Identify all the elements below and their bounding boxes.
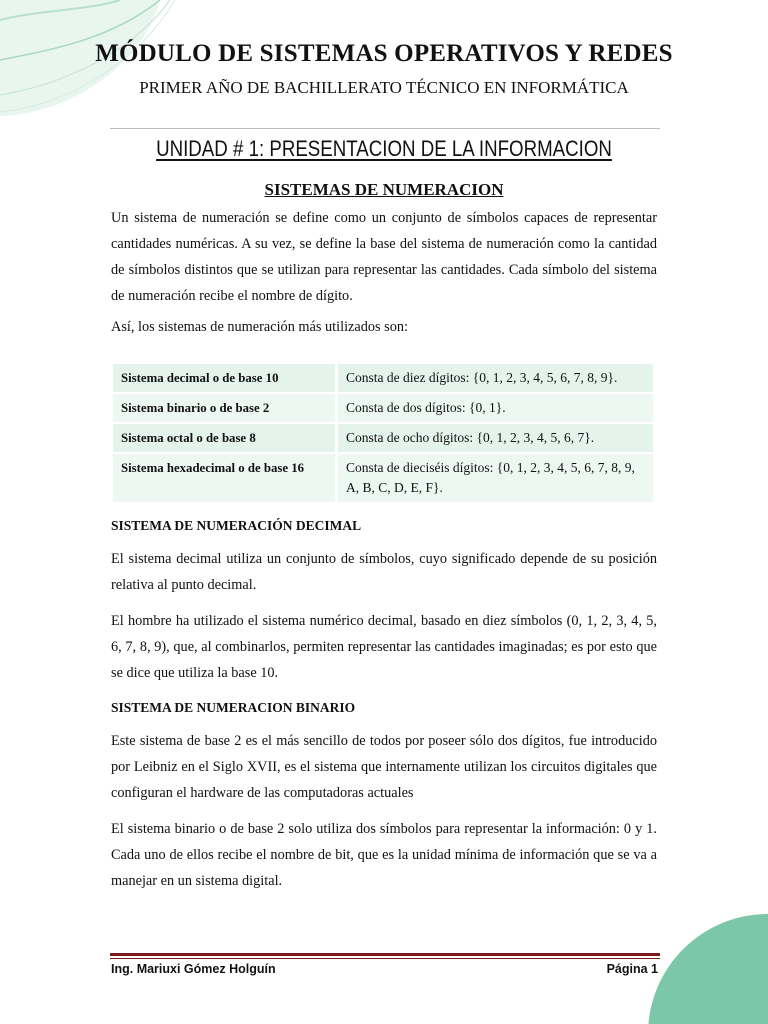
unit-title: UNIDAD # 1: PRESENTACION DE LA INFORMACION (156, 136, 612, 161)
system-name: Sistema hexadecimal o de base 16 (113, 454, 338, 504)
document-subtitle: PRIMER AÑO DE BACHILLERATO TÉCNICO EN INFORMÁTICA (139, 78, 629, 97)
table-row (113, 454, 653, 504)
system-description: Consta de dieciséis dígitos: {0, 1, 2, 3, 4, 5, 6, 7, 8, 9, A, B, C, D, E, F}. (338, 454, 653, 504)
table-row (113, 424, 653, 454)
binary-heading: SISTEMA DE NUMERACION BINARIO (111, 700, 356, 715)
numbering-systems-table (113, 364, 653, 504)
footer-divider-thin (110, 958, 660, 959)
header-divider (110, 128, 660, 129)
decimal-paragraph-1: El sistema decimal utiliza un conjunto de símbolos, cuyo significado depende de su posición relativa al punto decimal. (111, 551, 657, 593)
document-title: MÓDULO DE SISTEMAS OPERATIVOS Y REDES (95, 40, 673, 67)
table-row (113, 364, 653, 394)
system-description: Consta de ocho dígitos: {0, 1, 2, 3, 4, 5, 6, 7}. (338, 424, 653, 454)
page-number: Página 1 (606, 962, 658, 976)
intro-lead: Así, los sistemas de numeración más utilizados son: (111, 319, 409, 335)
system-description: Consta de diez dígitos: {0, 1, 2, 3, 4, 5, 6, 7, 8, 9}. (338, 364, 653, 394)
system-name: Sistema octal o de base 8 (113, 424, 338, 454)
footer-divider (110, 953, 660, 956)
system-name: Sistema binario o de base 2 (113, 394, 338, 424)
section-title: SISTEMAS DE NUMERACION (264, 180, 504, 199)
intro-paragraph: Un sistema de numeración se define como un conjunto de símbolos capaces de representar cantidades numéricas. A su vez, se define la base del sistema de numeración como la cantidad de símbolos distintos que se utilizan para representar las cantidades. Cada símbolo del sistema de numeración recibe el nombre de dígito. (111, 210, 657, 304)
binary-paragraph-2: El sistema binario o de base 2 solo utiliza dos símbolos para representar la información: 0 y 1. Cada uno de ellos recibe el nombre de bit, que es la unidad mínima de información que se va a manejar en un sistema digital. (111, 821, 657, 889)
footer-author: Ing. Mariuxi Gómez Holguín (111, 962, 276, 976)
binary-paragraph-1: Este sistema de base 2 es el más sencillo de todos por poseer sólo dos dígitos, fue introducido por Leibniz en el Siglo XVII, es el sistema que internamente utilizan los circuitos digitales que configuran el hardware de las computadoras actuales (111, 733, 657, 801)
decimal-heading: SISTEMA DE NUMERACIÓN DECIMAL (111, 518, 362, 533)
system-description: Consta de dos dígitos: {0, 1}. (338, 394, 653, 424)
decimal-paragraph-2: El hombre ha utilizado el sistema numérico decimal, basado en diez símbolos (0, 1, 2, 3, 4, 5, 6, 7, 8, 9), que, al combinarlos, permiten representar las cantidades imaginadas; es por esto que se dice que utiliza la base 10. (111, 613, 657, 681)
table-row (113, 394, 653, 424)
system-name: Sistema decimal o de base 10 (113, 364, 338, 394)
